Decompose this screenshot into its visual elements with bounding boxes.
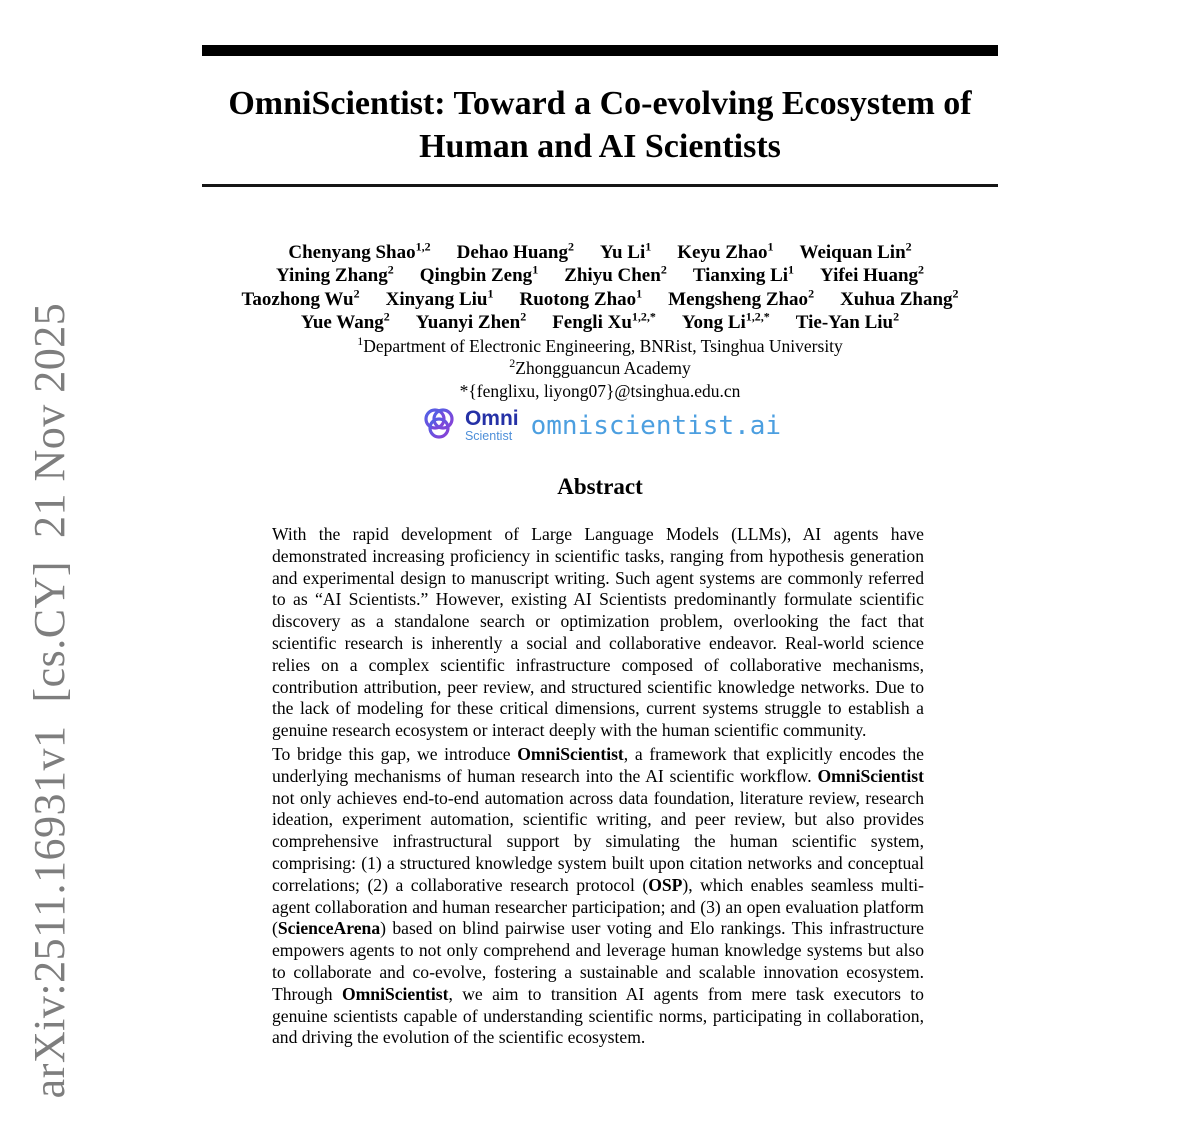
author-name: Xuhua Zhang$^2$ — [840, 286, 959, 310]
abstract-heading: Abstract — [557, 474, 643, 499]
author-name: Chenyang Shao$^{1,2}$ — [288, 239, 431, 263]
affiliation-line: $^2$Zhongguancun Academy — [509, 356, 691, 379]
author-name: Ruotong Zhao$^1$ — [519, 286, 643, 310]
author-name: Dehao Huang$^2$ — [456, 239, 574, 263]
author-name: Yuanyi Zhen$^2$ — [415, 309, 527, 334]
author-row — [0, 264, 1200, 287]
author-name: Yifei Huang$^2$ — [820, 263, 925, 287]
website-link[interactable]: omniscientist.ai — [530, 411, 782, 441]
author-name: Tianxing Li$^1$ — [692, 263, 795, 287]
paper-title: OmniScientist: Toward a Co-evolving Ecosystem of Human and AI Scientists — [228, 85, 972, 165]
author-name: Zhiyu Chen$^2$ — [564, 263, 667, 287]
author-name: Yong $Li^{1,2,*}$ — [681, 309, 770, 334]
frontmatter — [0, 241, 1200, 402]
title-rule-bottom — [202, 184, 998, 187]
author-row — [0, 241, 1200, 264]
arxiv-watermark: arXiv:2511.16931v1 [cs.CY] 21 Nov 2025 — [25, 302, 74, 1099]
author-name: Yu Li$^1$ — [599, 239, 652, 263]
affiliation-line: $^1$Department of Electronic Engineering, BNRist, Tsinghua University — [357, 333, 843, 356]
abstract-paragraph: To bridge this gap, we introduce OmniScientist, a framework that explicitly encodes the underlying mechanisms of human research into the AI scientific workflow. OmniScientist not only achieves end-to-end automation across data foundation, literature review, research ideation, experiment automation, scientific writing, and peer review, but also provides comprehensive infrastructural support by simulating the human scientific system, comprising: (1) a structured knowledge system built upon citation networks and conceptual correlations; (2) a collaborative research protocol (OSP), which enables seamless multi-agent collaboration and human researcher participation; and (3) an open evaluation platform (ScienceArena) based on blind pairwise user voting and Elo rankings. This infrastructure empowers agents to not only comprehend and leverage human knowledge systems but also to collaborate and co-evolve, fostering a sustainable and scalable innovation ecosystem. Through OmniScientist, we aim to transition AI agents from mere task executors to genuine scientists capable of understanding scientific norms, participating in collaboration, and driving the evolution of the scientific ecosystem. — [272, 743, 924, 1048]
author-row — [0, 288, 1200, 311]
abstract-paragraph: With the rapid development of Large Language Models (LLMs), AI agents have demonstrated increasing proficiency in scientific tasks, ranging from hypothesis generation and experimental design to manuscript writing. Such agent systems are commonly referred to as “AI Scientists.” However, existing AI Scientists predominantly formulate scientific discovery as a standalone search or optimization problem, overlooking the fact that scientific research is inherently a social and collaborative endeavor. Real-world science relies on a complex scientific infrastructure composed of collaborative mechanisms, contribution attribution, peer review, and structured scientific knowledge networks. Due to the lack of modeling for these critical dimensions, current systems struggle to establish a genuine research ecosystem or interact deeply with the human scientific community. — [272, 524, 924, 741]
author-row — [0, 311, 1200, 334]
author-name: Yue Wang$^2$ — [300, 309, 390, 334]
author-name: Qingbin Zeng$^1$ — [419, 263, 539, 287]
author-name: Keyu Zhao$^1$ — [677, 239, 774, 263]
author-name: Weiquan Lin$^2$ — [799, 239, 912, 263]
author-name: Taozhong Wu$^2$ — [241, 286, 360, 310]
author-name: Mengsheng Zhao$^2$ — [668, 286, 815, 310]
author-name: Tie-Yan Liu$^2$ — [795, 309, 900, 334]
logo-wordmark — [465, 409, 519, 443]
affiliation-block — [0, 335, 1200, 380]
logo-word-omni: Omni — [464, 407, 519, 430]
author-name: Yining Zhang$^2$ — [275, 263, 394, 287]
knot-rings-icon — [419, 404, 459, 449]
title-rule-top — [202, 45, 998, 56]
logo-row — [0, 403, 1200, 449]
author-block — [0, 241, 1200, 335]
logo-word-scientist: Scientist — [464, 429, 513, 443]
contact-email: *{fenglixu, liyong07}@tsinghua.edu.cn — [459, 380, 741, 401]
abstract-body — [272, 524, 924, 1051]
author-name: Xinyang Liu$^1$ — [385, 286, 494, 310]
author-name: Fengli $Xu^{1,2,*}$ — [552, 309, 656, 334]
